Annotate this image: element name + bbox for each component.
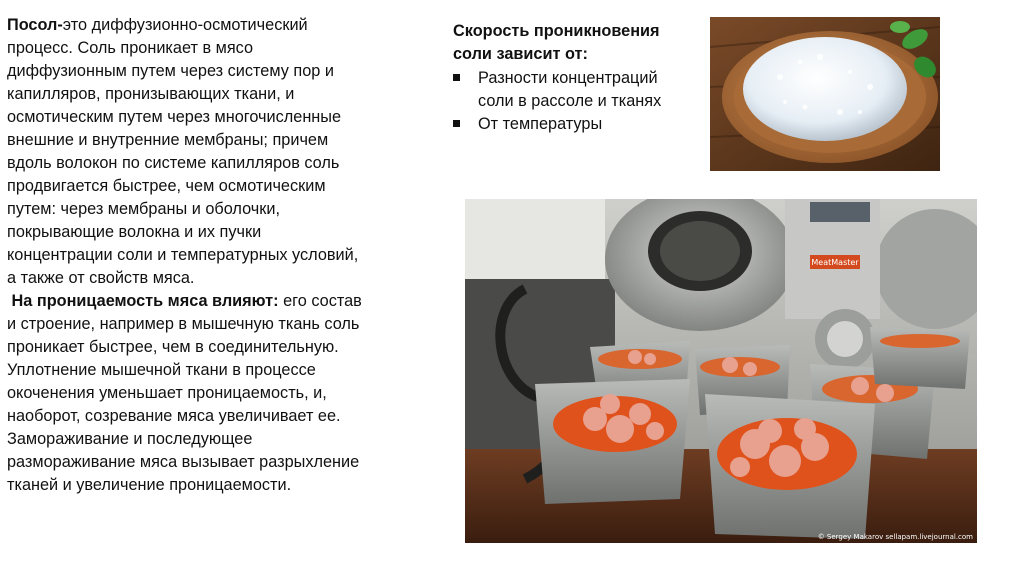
meat-plant-photo bbox=[465, 199, 977, 543]
salt-speed-heading: Скорость проникновения соли зависит от: bbox=[453, 22, 660, 63]
left-text-block bbox=[7, 14, 369, 497]
permeability-heading: На проницаемость мяса влияют: bbox=[11, 292, 279, 310]
salt-speed-list bbox=[453, 67, 693, 136]
machine-label: MeatMaster bbox=[811, 258, 859, 267]
photo-watermark: © Sergey Makarov sellapam.livejournal.com bbox=[817, 533, 973, 541]
square-bullet-icon bbox=[453, 74, 460, 81]
list-item-text: Разности концентраций соли в рассоле и тканях bbox=[478, 69, 662, 110]
salt-spoon-illustration bbox=[710, 17, 940, 171]
salt-speed-block bbox=[453, 20, 693, 136]
list-item bbox=[453, 113, 693, 136]
square-bullet-icon bbox=[453, 120, 460, 127]
salting-term: Посол- bbox=[7, 16, 63, 34]
list-item bbox=[453, 67, 693, 113]
list-item-text: От температуры bbox=[478, 115, 603, 133]
salt-spoon-photo bbox=[710, 17, 940, 171]
meat-plant-illustration bbox=[465, 199, 977, 543]
permeability-text: его состав и строение, например в мышечную ткань соль проникает быстрее, чем в соединительную. Уплотнение мышечной ткани в процессе окоченения уменьшает проницаемость, и, наоборот, созревание мяса увеличивает ее. Замораживание и последующее размораживание мяса вызывает разрыхление тканей и увеличение проницаемости. bbox=[7, 292, 362, 494]
salting-definition: это диффузионно-осмотический процесс. Соль проникает в мясо диффузионным путем через систему пор и капилляров, пронизывающих ткани, и осмотическим путем через многочисленные внешние и внутренние мембраны; причем вдоль волокон по системе капилляров соль продвигается быстрее, чем осмотическим путем: через мембраны и оболочки, покрывающие волокна и их пучки концентрации соли и температурных условий, а также от свойств мяса. bbox=[7, 16, 359, 287]
